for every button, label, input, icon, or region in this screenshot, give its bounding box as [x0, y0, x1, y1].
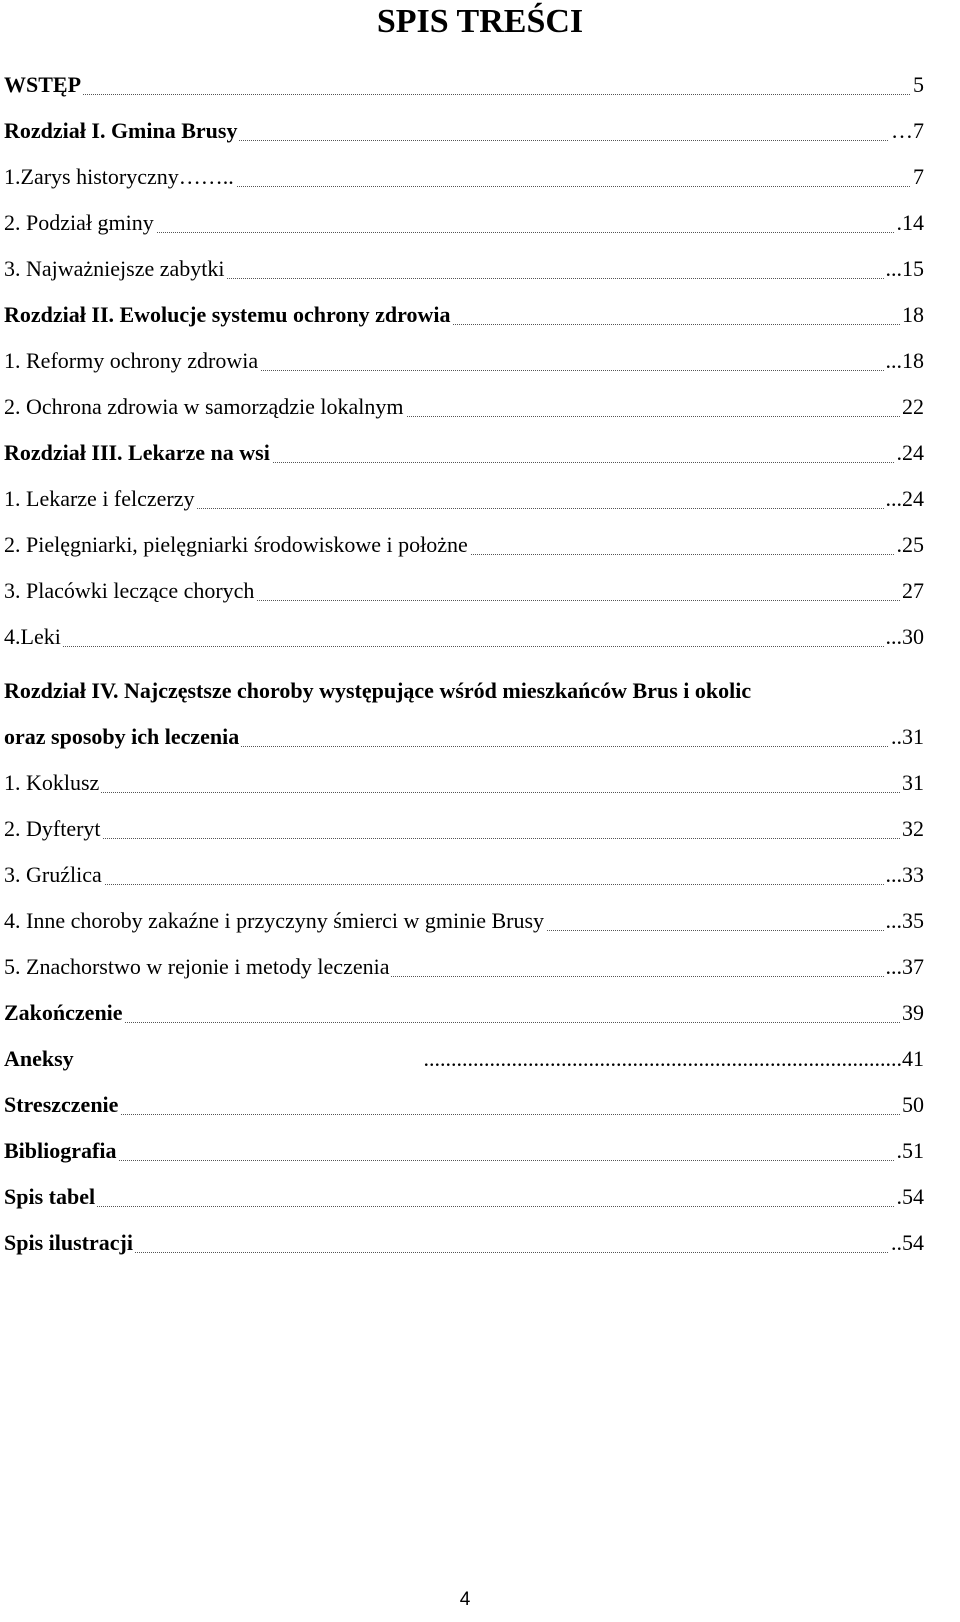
toc-leader — [4, 1160, 924, 1161]
toc-leader — [4, 1252, 924, 1253]
toc-entry-page: 32 — [900, 806, 924, 852]
toc-entry-label: 2. Ochrona zdrowia w samorządzie lokalnym — [4, 394, 404, 419]
toc-entry-spis-tabel[interactable] — [4, 1174, 924, 1220]
toc-entry-page: ...30 — [884, 614, 925, 660]
toc-entry-label: 3. Gruźlica — [4, 862, 102, 887]
toc-leader — [4, 1022, 924, 1023]
toc-entry-4-5[interactable] — [4, 944, 924, 990]
toc-entry-page: ...24 — [884, 476, 925, 522]
toc-entry-label: 4.Leki — [4, 624, 61, 649]
toc-entry-3-2[interactable] — [4, 522, 924, 568]
toc-entry-spis-ilustracji[interactable] — [4, 1220, 924, 1266]
table-of-contents — [4, 62, 924, 1266]
toc-entry-page: 7 — [911, 154, 924, 200]
toc-entry-page: 5 — [911, 62, 924, 108]
toc-entry-page: .25 — [895, 522, 925, 568]
toc-entry-3-4[interactable] — [4, 614, 924, 660]
toc-entry-page: .......................................................................................41 — [422, 1036, 925, 1082]
toc-entry-label: oraz sposoby ich leczenia — [4, 724, 240, 749]
toc-leader — [4, 884, 924, 885]
toc-entry-4-3[interactable] — [4, 852, 924, 898]
toc-entry-page: .14 — [895, 200, 925, 246]
toc-entry-zakonczenie[interactable] — [4, 990, 924, 1036]
toc-entry-label: 5. Znachorstwo w rejonie i metody leczenia — [4, 954, 390, 979]
toc-entry-streszczenie[interactable] — [4, 1082, 924, 1128]
toc-entry-chapter-4-line-2[interactable] — [4, 714, 924, 760]
toc-entry-page: ...15 — [884, 246, 925, 292]
toc-entry-label: Rozdział I. Gmina Brusy — [4, 118, 238, 143]
toc-entry-page: ...18 — [884, 338, 925, 384]
toc-entry-2-2[interactable] — [4, 384, 924, 430]
toc-entry-page: 39 — [900, 990, 924, 1036]
toc-entry-label: Aneksy — [4, 1046, 74, 1071]
toc-entry-page: .24 — [895, 430, 925, 476]
toc-entry-page: 18 — [900, 292, 924, 338]
toc-entry-label: 2. Dyfteryt — [4, 816, 101, 841]
toc-entry-wstep[interactable] — [4, 62, 924, 108]
toc-entry-1-1[interactable] — [4, 154, 924, 200]
toc-leader — [4, 1206, 924, 1207]
toc-entry-1-2[interactable] — [4, 200, 924, 246]
toc-entry-label: Spis tabel — [4, 1184, 96, 1209]
toc-entry-label: 1. Lekarze i felczerzy — [4, 486, 195, 511]
toc-entry-label: 3. Najważniejsze zabytki — [4, 256, 225, 281]
toc-entry-chapter-2[interactable] — [4, 292, 924, 338]
toc-entry-page: …7 — [889, 108, 924, 154]
toc-entry-label: Rozdział IV. Najczęstsze choroby występujące wśród mieszkańców Brus i okolic — [4, 678, 752, 703]
toc-leader — [4, 838, 924, 839]
toc-entry-label: 4. Inne choroby zakaźne i przyczyny śmierci w gminie Brusy — [4, 908, 545, 933]
toc-entry-label: Rozdział III. Lekarze na wsi — [4, 440, 270, 465]
toc-entry-2-1[interactable] — [4, 338, 924, 384]
toc-entry-page: ..31 — [889, 714, 924, 760]
toc-entry-page: 22 — [900, 384, 924, 430]
toc-entry-1-3[interactable] — [4, 246, 924, 292]
toc-entry-label: Streszczenie — [4, 1092, 119, 1117]
toc-entry-3-3[interactable] — [4, 568, 924, 614]
toc-entry-label: 1. Reformy ochrony zdrowia — [4, 348, 259, 373]
toc-entry-4-4[interactable] — [4, 898, 924, 944]
toc-entry-page: ...35 — [884, 898, 925, 944]
toc-entry-page: .51 — [895, 1128, 925, 1174]
toc-entry-page: ..54 — [889, 1220, 924, 1266]
toc-entry-chapter-3[interactable] — [4, 430, 924, 476]
toc-entry-chapter-4-line-1[interactable] — [4, 668, 924, 714]
toc-leader — [4, 792, 924, 793]
toc-entry-label: Bibliografia — [4, 1138, 117, 1163]
toc-entry-label: 2. Podział gminy — [4, 210, 154, 235]
toc-entry-page: ...37 — [884, 944, 925, 990]
toc-entry-page: 27 — [900, 568, 924, 614]
toc-entry-page: 31 — [900, 760, 924, 806]
toc-entry-chapter-1[interactable] — [4, 108, 924, 154]
toc-entry-page: .54 — [895, 1174, 925, 1220]
toc-entry-label: Spis ilustracji — [4, 1230, 133, 1255]
toc-entry-label: Zakończenie — [4, 1000, 123, 1025]
toc-entry-4-2[interactable] — [4, 806, 924, 852]
toc-entry-label: 1. Koklusz — [4, 770, 100, 795]
toc-entry-label: Rozdział II. Ewolucje systemu ochrony zdrowia — [4, 302, 451, 327]
toc-entry-3-1[interactable] — [4, 476, 924, 522]
toc-entry-page: ...33 — [884, 852, 925, 898]
page-number: 4 — [459, 1589, 471, 1610]
toc-leader — [4, 646, 924, 647]
toc-entry-label: 2. Pielęgniarki, pielęgniarki środowiskowe i położne — [4, 532, 468, 557]
toc-entry-label: 3. Placówki leczące chorych — [4, 578, 255, 603]
toc-entry-aneksy[interactable] — [4, 1036, 924, 1082]
toc-entry-bibliografia[interactable] — [4, 1128, 924, 1174]
toc-leader — [4, 94, 924, 95]
toc-entry-page: 50 — [900, 1082, 924, 1128]
toc-entry-label: WSTĘP — [4, 72, 82, 97]
toc-entry-4-1[interactable] — [4, 760, 924, 806]
toc-leader — [4, 1114, 924, 1115]
page-title: SPIS TREŚCI — [376, 3, 584, 40]
toc-entry-label: 1.Zarys historyczny…….. — [4, 164, 234, 189]
